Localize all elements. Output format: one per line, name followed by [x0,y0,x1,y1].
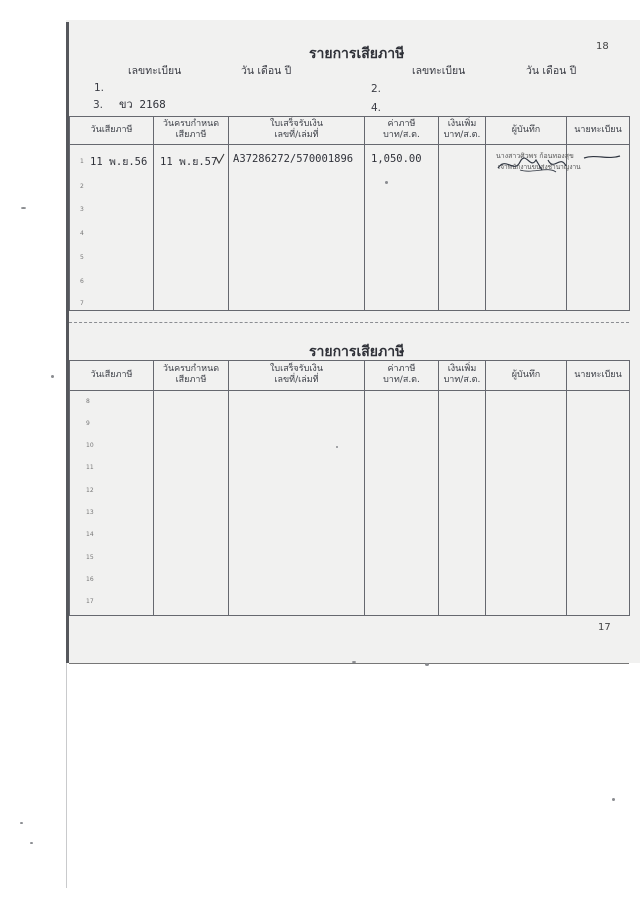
checkmark-icon [214,153,226,167]
scan-mark [612,798,615,801]
scan-mark [385,181,388,184]
header-registrar-2: นายทะเบียน [567,361,630,391]
header-recorder-2: ผู้บันทึก [486,361,567,391]
tax-table-bottom [69,360,630,616]
scan-mark [20,822,23,824]
section-title-top: รายการเสียภาษี [309,46,405,62]
scan-edge-line [66,663,67,888]
date-label-right: วัน เดือน ปี [526,65,577,77]
header-surcharge-2: เงินเพิ่ม บาท/ส.ต. [439,361,486,391]
receipt-value: A37286272/570001896 [233,153,354,165]
header-receipt-2: ใบเสร็จรับเงิน เลขที่/เล่มที่ [229,361,365,391]
recorder-signature [496,152,626,178]
header-recorder: ผู้บันทึก [486,117,567,145]
section-divider [69,322,629,323]
tax-amount-value: 1,050.00 [371,153,422,165]
scan-mark [21,207,26,209]
scan-mark [51,375,54,378]
item-number-3: 3. [93,99,104,111]
scan-mark [425,663,429,666]
due-date-value: 11 พ.ย.57 [160,156,218,168]
pay-date-value: 11 พ.ย.56 [90,156,148,168]
header-pay-date: วันเสียภาษี [70,117,154,145]
item-number-2: 2. [371,83,382,95]
section-title-bottom: รายการเสียภาษี [309,344,405,360]
header-due-date: วันครบกำหนด เสียภาษี [154,117,229,145]
header-tax-2: ค่าภาษี บาท/ส.ต. [365,361,439,391]
bottom-divider [69,663,629,664]
registration-value-3: ขว 2168 [119,98,166,111]
item-number-1: 1. [94,82,105,94]
date-label-left: วัน เดือน ปี [241,65,292,77]
header-registrar: นายทะเบียน [567,117,630,145]
recorder-name: นางสาวศิวพร ก้อนทองสุข [496,152,574,160]
registration-label-left: เลขทะเบียน [128,65,182,77]
table-row-empty [70,391,630,616]
header-tax: ค่าภาษี บาท/ส.ต. [365,117,439,145]
scan-mark [336,446,338,448]
scan-mark [352,661,356,663]
header-receipt: ใบเสร็จรับเงิน เลขที่/เล่มที่ [229,117,365,145]
header-due-date-2: วันครบกำหนด เสียภาษี [154,361,229,391]
page-number-bottom: 17 [598,622,611,633]
registration-label-right: เลขทะเบียน [412,65,466,77]
recorder-title: เจ้าพนักงานขนส่งชำนาญงาน [498,163,581,171]
item-number-4: 4. [371,102,382,114]
header-pay-date-2: วันเสียภาษี [70,361,154,391]
page-number-top: 18 [596,41,609,52]
tax-table-top [69,116,630,311]
scan-mark [30,842,33,844]
header-surcharge: เงินเพิ่ม บาท/ส.ต. [439,117,486,145]
